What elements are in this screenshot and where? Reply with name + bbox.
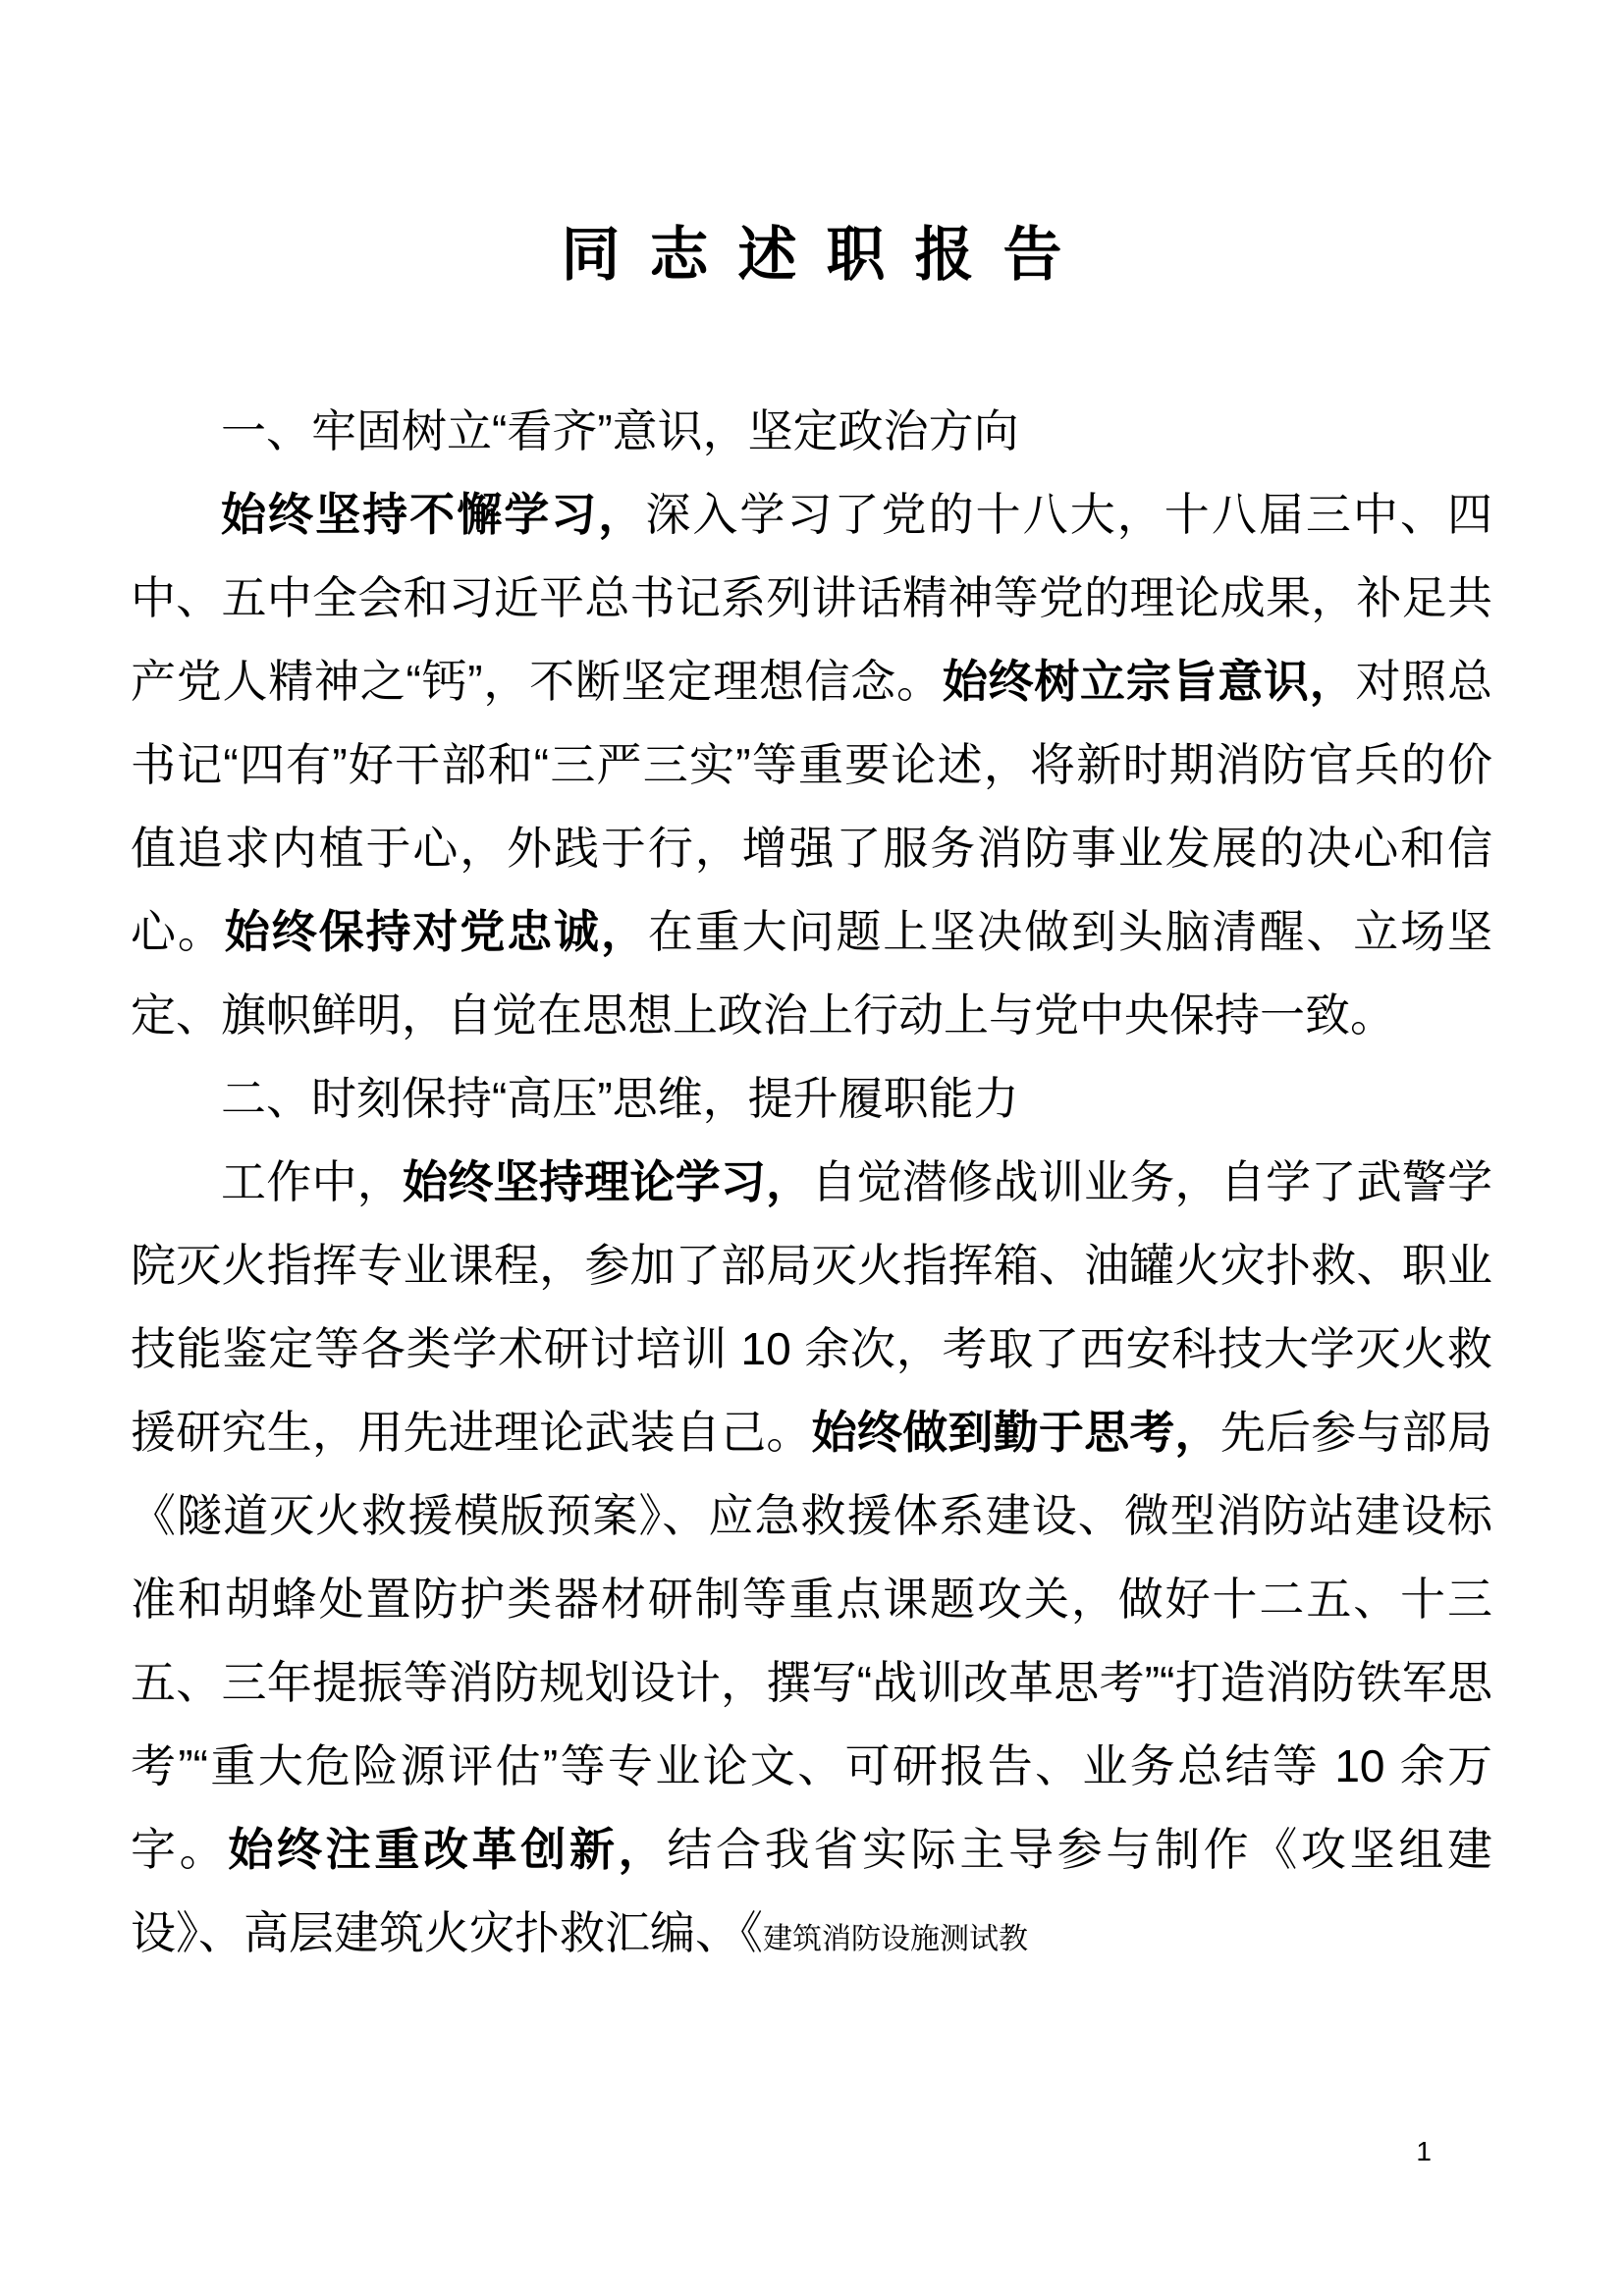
- document-content: [131, 218, 1492, 1981]
- small-text-run: 建筑消防设施测试教: [763, 1923, 1028, 1955]
- text-run: 结合我省实际主导参与制作《攻坚组建设》、高层建筑火灾扑救汇编、《: [131, 1824, 1493, 1958]
- text-run: 工作中，: [221, 1156, 404, 1207]
- section-heading: 二、时刻保持“高压”思维，提升履职能力: [221, 1073, 1019, 1124]
- text-run: 对照总书记“四有”好干部和“三严三实”等重要论述，将新时期消防官兵的价值追求内植于心，外践于行，增强了服务消防事业发展的决心和信心。: [131, 656, 1493, 957]
- text-run: 先后参与部局《隧道灭火救援模版预案》、应急救援体系建设、微型消防站建设标准和胡蜂处置防护类器材研制等重点课题攻关，做好十二五、十三五、三年提振等消防规划设计，撰写“战训改革思考”“打造消防铁军思考”“重大危险源评估”等专业论文、可研报告、业务总结等 10 余万字。: [131, 1407, 1493, 1875]
- document-body: [131, 390, 1492, 1981]
- bold-text-run: 始终保持对党忠诚，: [224, 906, 648, 957]
- bold-text-run: 始终做到勤于思考，: [811, 1407, 1220, 1458]
- body-paragraph: [131, 1141, 1492, 1981]
- bold-text-run: 始终坚持理论学习，: [403, 1156, 812, 1207]
- bold-text-run: 始终树立宗旨意识，: [942, 656, 1356, 707]
- section-heading: 一、牢固树立“看齐”意识，坚定政治方向: [221, 405, 1019, 456]
- document-title: 同志述职报告: [561, 222, 1092, 288]
- bold-text-run: 始终注重改革创新，: [228, 1824, 668, 1875]
- bold-text-run: 始终坚持不懈学习，: [221, 489, 646, 540]
- text-run: 在重大问题上坚决做到头脑清醒、立场坚定、旗帜鲜明，自觉在思想上政治上行动上与党中央保持一致。: [131, 906, 1493, 1041]
- page-number: 1: [1416, 2136, 1432, 2166]
- text-run: 自觉潜修战训业务，自学了武警学院灭火指挥专业课程，参加了部局灭火指挥箱、油罐火灾扑救、职业技能鉴定等各类学术研讨培训 10 余次，考取了西安科技大学灭火救援研究生，用先进理论武装自己。: [131, 1156, 1493, 1458]
- body-paragraph: [131, 473, 1492, 1057]
- text-run: 深入学习了党的十八大，十八届三中、四中、五中全会和习近平总书记系列讲话精神等党的理论成果，补足共产党人精神之“钙”，不断坚定理想信念。: [131, 489, 1493, 707]
